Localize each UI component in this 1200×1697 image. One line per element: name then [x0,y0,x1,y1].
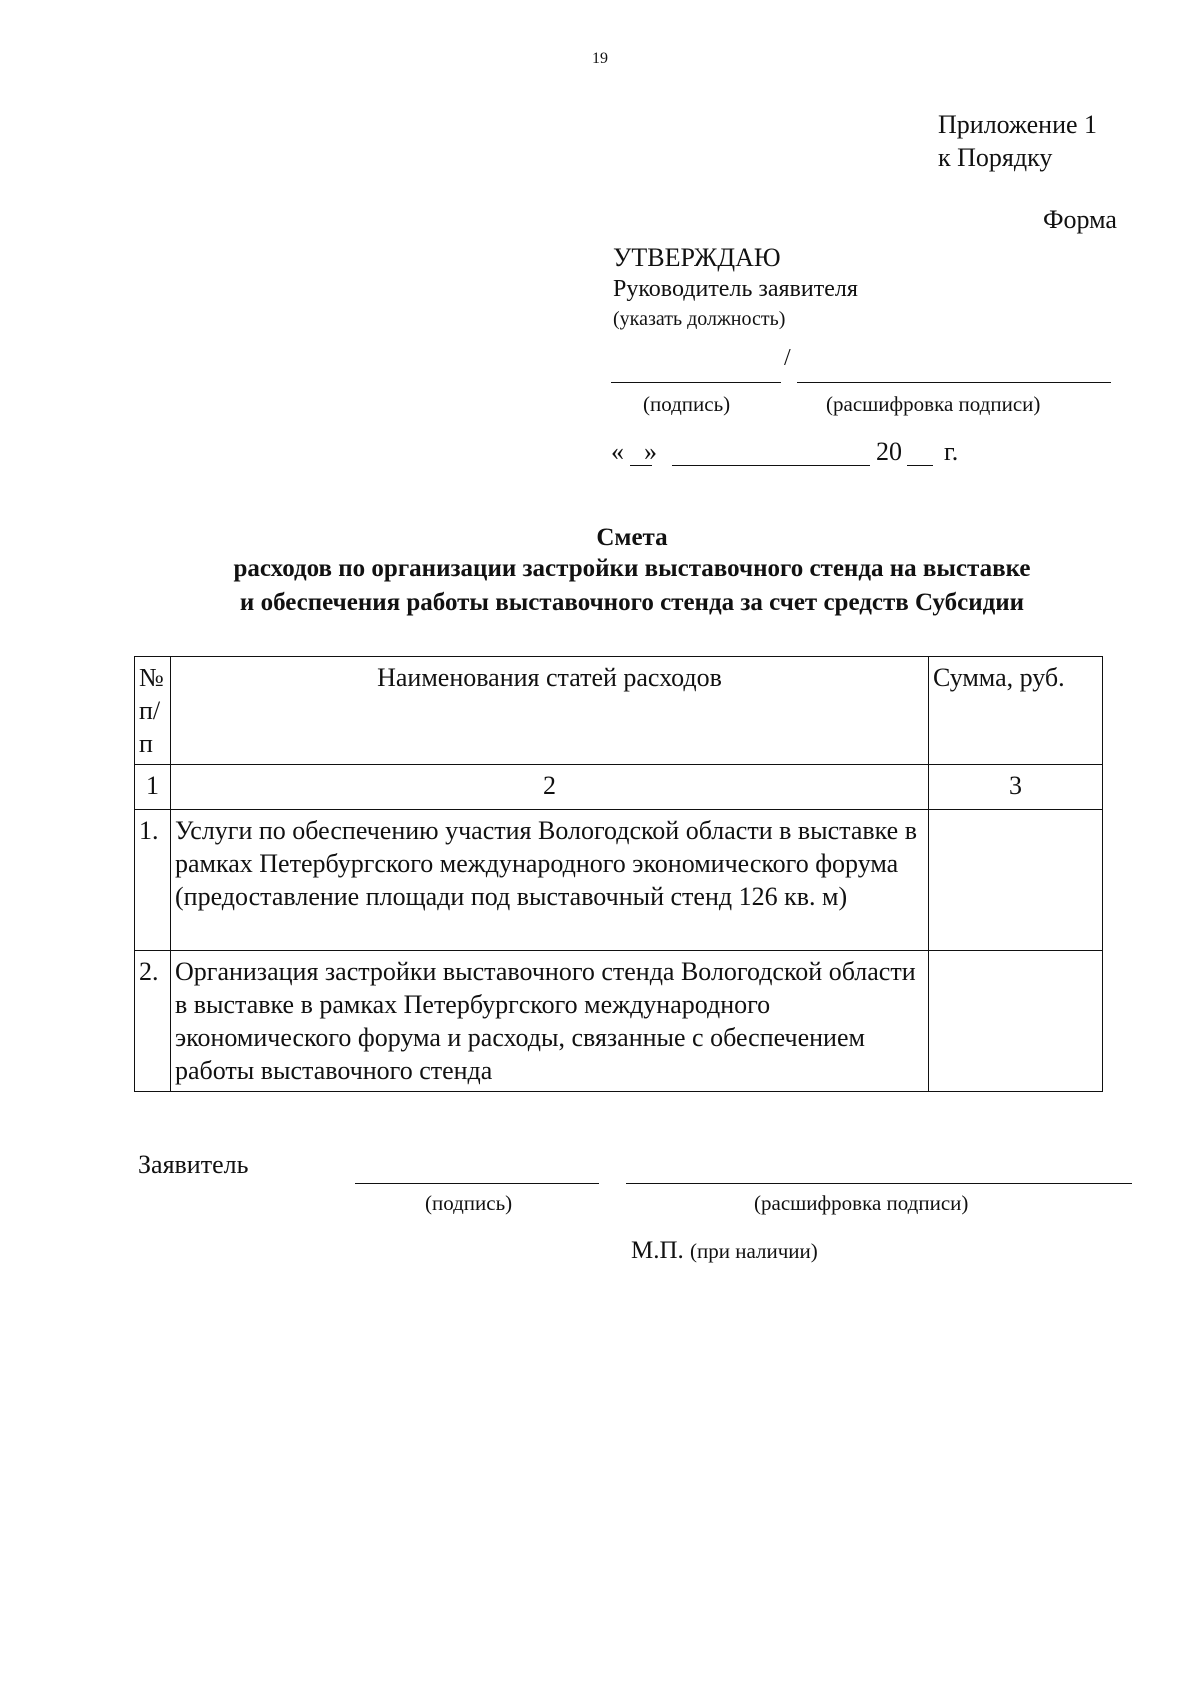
approval-signature-caption: (подпись) [643,392,731,416]
header-num: № п/п [135,657,171,765]
approval-signature-line [611,382,781,383]
date-quote-close: » [644,437,657,466]
form-label: Форма [1043,205,1117,234]
column-number-row [135,765,1103,810]
approval-date [611,437,657,467]
row-sum [929,810,1103,951]
date-month-line [672,465,870,466]
stamp-place [631,1237,818,1265]
approval-title: УТВЕРЖДАЮ [613,243,781,272]
document-title: Смета [596,524,668,551]
row-sum [929,951,1103,1092]
document-subtitle-line-2: и обеспечения работы выставочного стенда за счет средств Субсидии [239,589,1025,616]
date-quote-open: « [611,437,624,466]
signature-separator: / [784,345,791,371]
column-number-3: 3 [929,765,1103,810]
appendix-reference [938,108,1097,174]
column-number-2: 2 [171,765,929,810]
stamp-label: М.П. [631,1237,684,1264]
approval-role: Руководитель заявителя [613,276,858,302]
applicant-signature-line [355,1183,599,1184]
date-year-prefix: 20 [876,437,902,466]
row-num: 2. [135,951,171,1092]
appendix-line-2: к Порядку [938,143,1053,172]
appendix-line-1: Приложение 1 [938,110,1098,139]
row-name: Услуги по обеспечению участия Вологодской области в выставке в рамках Петербургского международного экономического форума (предоставление площади под выставочный стенд 126 кв. м) [171,810,929,951]
date-day-line [630,465,652,466]
row-name: Организация застройки выставочного стенда Вологодской области в выставке в рамках Петербургского международного экономического форума и расходы, связанные с обеспечением работы выставочного стенда [171,951,929,1092]
table-header-row [135,657,1103,765]
document-subtitle-line-1: расходов по организации застройки выставочного стенда на выставке [233,555,1031,582]
table-row [135,951,1103,1092]
row-num: 1. [135,810,171,951]
approval-decode-caption: (расшифровка подписи) [826,392,1041,416]
applicant-decode-caption: (расшифровка подписи) [754,1191,969,1215]
stamp-note: (при наличии) [690,1239,818,1263]
table-row [135,810,1103,951]
header-sum: Сумма, руб. [929,657,1103,765]
approval-position-hint: (указать должность) [613,308,786,330]
applicant-label: Заявитель [138,1150,249,1179]
date-year-suffix: г. [944,437,959,466]
applicant-decode-line [626,1183,1132,1184]
estimate-table [134,656,1103,1092]
date-year-line [907,465,933,466]
header-name: Наименования статей расходов [171,657,929,765]
approval-decode-line [797,382,1111,383]
applicant-signature-caption: (подпись) [425,1191,513,1215]
page-number: 19 [592,50,608,67]
column-number-1: 1 [135,765,171,810]
